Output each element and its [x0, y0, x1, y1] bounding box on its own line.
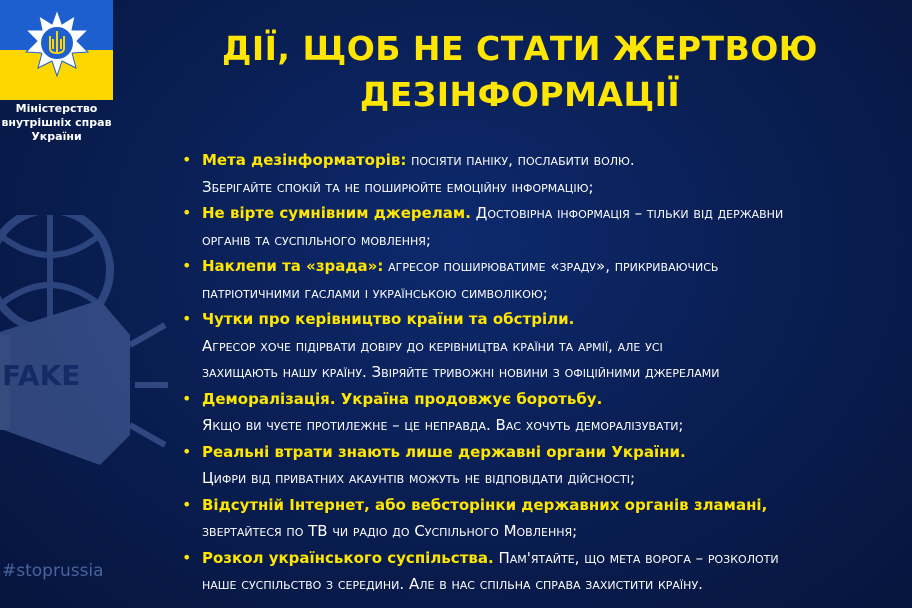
bullet-icon: •	[182, 388, 192, 408]
item-highlight: Чутки про керівництво країни та обстріли.	[202, 310, 575, 328]
bullet-icon: •	[182, 309, 192, 328]
bullet-icon: •	[182, 441, 192, 461]
ministry-name-line: України	[31, 130, 82, 143]
ministry-name-line: Міністерство	[15, 102, 98, 115]
bullet-icon: •	[182, 203, 192, 222]
item-continuation: органів та суспільного мовлення;	[202, 230, 431, 249]
list-item	[182, 200, 912, 253]
item-continuation: наше суспільство з середини. Але в нас спільна справа захистити країну.	[202, 575, 703, 593]
bullet-icon: •	[182, 494, 192, 514]
item-continuation: Агресор хоче підірвати довіру до керівництва країни та армії, але усі	[202, 336, 663, 355]
list-item	[182, 492, 912, 545]
fake-label: FAKE	[2, 359, 81, 392]
list-item	[182, 439, 912, 492]
trident-star-emblem-icon	[22, 8, 92, 78]
page-title	[170, 26, 870, 118]
bullet-icon: •	[182, 547, 192, 567]
hashtag: #stoprussia	[2, 561, 104, 581]
list-item	[182, 386, 912, 439]
item-continuation: захищають нашу країну. Звіряйте тривожні новини з офіційними джерелами	[202, 363, 720, 381]
megaphone-icon	[0, 215, 170, 485]
item-highlight: Деморалізація. Україна продовжує боротьбу.	[202, 389, 603, 408]
title-line: ДІЇ, ЩОБ НЕ СТАТИ ЖЕРТВОЮ	[221, 29, 819, 68]
item-highlight: Розкол українського суспільства.	[202, 548, 494, 567]
item-highlight: Не вірте сумнівним джерелам.	[202, 204, 471, 222]
ministry-logo	[0, 0, 113, 100]
list-item	[182, 545, 912, 598]
item-highlight: Відсутній Інтернет, або вебсторінки державних органів зламані,	[202, 495, 768, 514]
title-line: ДЕЗІНФОРМАЦІЇ	[359, 75, 681, 114]
item-text: посіяти паніку, послабити волю.	[406, 151, 635, 169]
bullet-icon: •	[182, 256, 192, 275]
item-continuation: звертайтеся по ТВ чи радіо до Суспільного Мовлення;	[202, 522, 578, 540]
item-continuation: Цифри від приватних акаунтів можуть не відповідати дійсності;	[202, 469, 636, 487]
item-highlight: Наклепи та «зрада»:	[202, 257, 384, 275]
item-continuation: патріотичними гаслами і українською символікою;	[202, 283, 548, 302]
item-continuation: Зберігайте спокій та не поширюйте емоційну інформацію;	[202, 177, 594, 196]
list-item	[182, 306, 912, 386]
item-text: Достовірна інформація – тільки від державни	[470, 204, 784, 222]
ministry-name-line: внутрішніх справ	[1, 116, 112, 129]
item-highlight: Мета дезінформаторів:	[202, 151, 407, 169]
bullet-icon: •	[182, 150, 192, 169]
item-text: агресор поширюватиме «зраду», прикриваючись	[383, 257, 719, 275]
ministry-name	[0, 102, 113, 144]
list-item	[182, 147, 912, 200]
item-highlight: Реальні втрати знають лише державні органи України.	[202, 442, 686, 461]
item-continuation: Якщо ви чуєте протилежне – це неправда. Вас хочуть деморалізувати;	[202, 416, 684, 434]
advice-list	[182, 147, 912, 598]
list-item	[182, 253, 912, 306]
item-text: Пам'ятайте, що мета ворога – розколоти	[493, 548, 779, 567]
